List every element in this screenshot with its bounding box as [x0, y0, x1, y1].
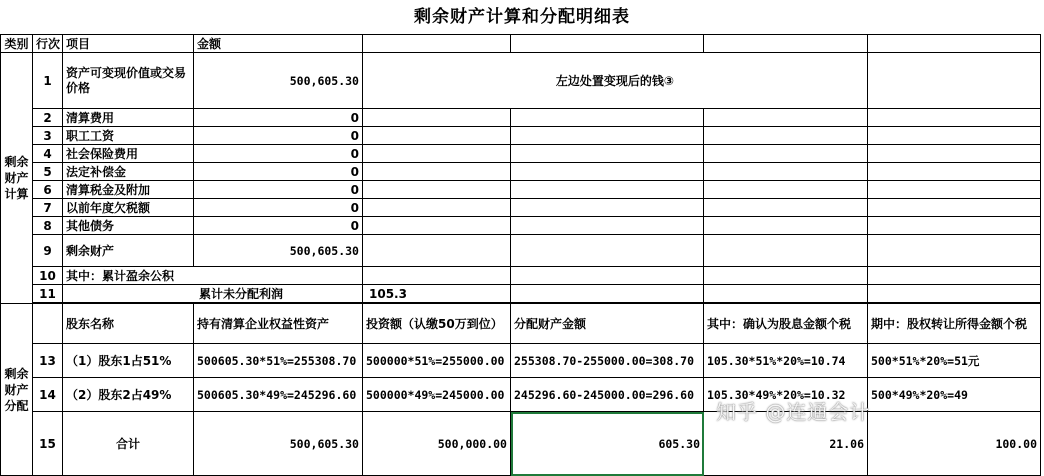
note-cell[interactable]: 左边处置变现后的钱③	[363, 53, 868, 109]
cell[interactable]	[868, 127, 1041, 145]
amount-cell[interactable]: 0	[194, 163, 363, 181]
amount-cell[interactable]: 0	[194, 181, 363, 199]
cell[interactable]	[363, 199, 511, 217]
table-row	[1, 53, 1041, 109]
cell[interactable]	[704, 285, 868, 303]
header-distribution[interactable]: 分配财产金额	[511, 304, 704, 344]
cell[interactable]	[363, 109, 511, 127]
row-no[interactable]: 7	[33, 199, 63, 217]
total-distribution[interactable]: 605.30	[511, 412, 704, 476]
cell[interactable]	[868, 235, 1041, 267]
cell[interactable]	[511, 35, 704, 53]
table-row	[1, 344, 1041, 378]
cell[interactable]	[511, 163, 704, 181]
amount-cell[interactable]: 0	[194, 199, 363, 217]
table-row	[1, 235, 1041, 267]
cell[interactable]	[704, 127, 868, 145]
name-cell[interactable]: （1）股东1占51%	[63, 344, 194, 378]
amount-cell[interactable]: 500,605.30	[194, 235, 363, 267]
cell[interactable]	[704, 163, 868, 181]
amount-cell[interactable]: 0	[194, 109, 363, 127]
cell[interactable]	[868, 35, 1041, 53]
distribution-cell[interactable]: 245296.60-245000.00=296.60	[511, 378, 704, 412]
table-row	[1, 285, 1041, 303]
cell[interactable]	[868, 53, 1041, 109]
cell[interactable]	[868, 145, 1041, 163]
cell[interactable]	[868, 267, 1041, 285]
row-no[interactable]: 14	[33, 378, 63, 412]
total-row	[1, 412, 1041, 476]
cell[interactable]	[363, 181, 511, 199]
cell[interactable]	[363, 35, 511, 53]
equity-cell[interactable]: 500605.30*49%=245296.60	[194, 378, 363, 412]
cell[interactable]	[363, 235, 511, 267]
sheet-title: 剩余财产计算和分配明细表	[414, 7, 630, 27]
row-no[interactable]: 3	[33, 127, 63, 145]
investment-cell[interactable]: 500000*49%=245000.00	[363, 378, 511, 412]
cell[interactable]	[511, 181, 704, 199]
cell[interactable]	[511, 285, 704, 303]
dividend-cell[interactable]: 105.30*49%*20%=10.32	[704, 378, 868, 412]
cell[interactable]	[704, 145, 868, 163]
transfer-cell[interactable]: 500*49%*20%=49	[868, 378, 1041, 412]
cell[interactable]	[363, 163, 511, 181]
total-label[interactable]: 合计	[63, 412, 194, 476]
cell[interactable]	[704, 267, 868, 285]
item-cell[interactable]: 清算费用	[63, 109, 194, 127]
cell[interactable]	[868, 181, 1041, 199]
table-row	[1, 127, 1041, 145]
item-cell[interactable]: 法定补偿金	[63, 163, 194, 181]
row-no[interactable]: 5	[33, 163, 63, 181]
name-cell[interactable]: （2）股东2占49%	[63, 378, 194, 412]
cell[interactable]	[511, 145, 704, 163]
header-equity[interactable]: 持有清算企业权益性资产	[194, 304, 363, 344]
table-row	[1, 267, 1041, 285]
cell[interactable]	[704, 217, 868, 235]
item-cell[interactable]: 职工工资	[63, 127, 194, 145]
item-cell[interactable]: 资产可变现价值或交易价格	[63, 53, 194, 109]
item-cell[interactable]: 累计未分配利润	[63, 285, 363, 303]
table-row	[1, 145, 1041, 163]
row-no[interactable]: 2	[33, 109, 63, 127]
table-row	[1, 304, 1041, 344]
table-row	[1, 217, 1041, 235]
table-row	[1, 199, 1041, 217]
row-no[interactable]: 6	[33, 181, 63, 199]
total-investment[interactable]: 500,000.00	[363, 412, 511, 476]
cell[interactable]	[868, 199, 1041, 217]
cell[interactable]	[511, 235, 704, 267]
cell[interactable]	[363, 267, 511, 285]
row-no[interactable]: 4	[33, 145, 63, 163]
cell[interactable]	[33, 304, 63, 344]
category-dist[interactable]: 剩余财产分配	[1, 304, 33, 476]
table-row	[1, 378, 1041, 412]
table-row	[1, 109, 1041, 127]
row-no[interactable]: 10	[33, 267, 63, 285]
category-calc[interactable]: 剩余财产计算	[1, 53, 33, 304]
cell[interactable]	[868, 109, 1041, 127]
cell[interactable]	[704, 35, 868, 53]
cell[interactable]	[511, 109, 704, 127]
cell[interactable]	[511, 217, 704, 235]
amount-cell[interactable]: 0	[194, 217, 363, 235]
cell[interactable]	[704, 199, 868, 217]
item-cell[interactable]: 其中：累计盈余公积	[63, 267, 363, 285]
header-row-no[interactable]: 行次	[33, 35, 63, 53]
cell[interactable]	[704, 235, 868, 267]
cell[interactable]	[868, 163, 1041, 181]
row-no[interactable]: 15	[33, 412, 63, 476]
row-no[interactable]: 13	[33, 344, 63, 378]
row-no[interactable]: 8	[33, 217, 63, 235]
cell[interactable]	[868, 285, 1041, 303]
item-cell[interactable]: 清算税金及附加	[63, 181, 194, 199]
investment-cell[interactable]: 500000*51%=255000.00	[363, 344, 511, 378]
row-no[interactable]: 11	[33, 285, 63, 303]
cell[interactable]	[868, 217, 1041, 235]
amount-cell[interactable]: 0	[194, 145, 363, 163]
amount-cell[interactable]: 500,605.30	[194, 53, 363, 109]
amount-cell[interactable]: 0	[194, 127, 363, 145]
distribution-cell[interactable]: 255308.70-255000.00=308.70	[511, 344, 704, 378]
cell[interactable]	[511, 267, 704, 285]
header-name[interactable]: 股东名称	[63, 304, 194, 344]
cell[interactable]	[704, 109, 868, 127]
cell[interactable]	[363, 145, 511, 163]
header-dividend[interactable]: 其中：确认为股息金额个税	[704, 304, 868, 344]
total-equity[interactable]: 500,605.30	[194, 412, 363, 476]
distribution-table	[0, 34, 1041, 476]
cell[interactable]	[363, 127, 511, 145]
dividend-cell[interactable]: 105.30*51%*20%=10.74	[704, 344, 868, 378]
total-dividend[interactable]: 21.06	[704, 412, 868, 476]
item-cell[interactable]: 社会保险费用	[63, 145, 194, 163]
cell[interactable]	[704, 181, 868, 199]
equity-cell[interactable]: 500605.30*51%=255308.70	[194, 344, 363, 378]
item-cell[interactable]: 以前年度欠税额	[63, 199, 194, 217]
watermark: 知乎 @连通会计	[716, 400, 871, 424]
row-no[interactable]: 9	[33, 235, 63, 267]
table-row	[1, 163, 1041, 181]
transfer-cell[interactable]: 500*51%*20%=51元	[868, 344, 1041, 378]
table-row	[1, 181, 1041, 199]
item-cell[interactable]: 剩余财产	[63, 235, 194, 267]
amount-cell[interactable]: 105.3	[363, 285, 511, 303]
header-category[interactable]: 类别	[1, 35, 33, 53]
header-row	[1, 35, 1041, 53]
header-item[interactable]: 项目	[63, 35, 194, 53]
header-transfer[interactable]: 期中：股权转让所得金额个税	[868, 304, 1041, 344]
header-investment[interactable]: 投资额（认缴50万到位）	[363, 304, 511, 344]
item-cell[interactable]: 其他债务	[63, 217, 194, 235]
header-amount[interactable]: 金额	[194, 35, 363, 53]
total-transfer[interactable]: 100.00	[868, 412, 1041, 476]
row-no[interactable]: 1	[33, 53, 63, 109]
cell[interactable]	[511, 199, 704, 217]
cell[interactable]	[511, 127, 704, 145]
cell[interactable]	[363, 217, 511, 235]
